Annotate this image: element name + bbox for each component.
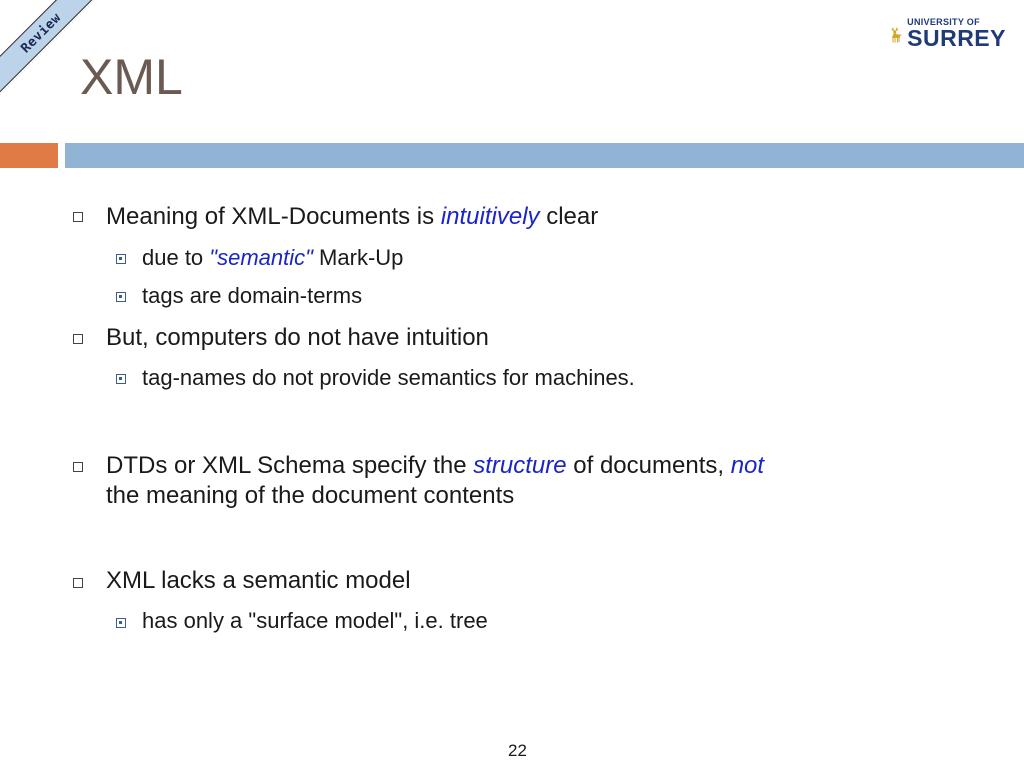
bullet-emphasis: not (730, 452, 765, 479)
sub-bullet-item (142, 607, 488, 635)
review-label: Review (18, 10, 64, 56)
stag-icon (888, 15, 903, 53)
bullet-text: Meaning of XML-Documents is (106, 203, 441, 230)
sub-bullet-text: has only a "surface model", i.e. tree (142, 608, 488, 633)
sub-bullet-text: Mark-Up (312, 245, 404, 270)
bullet-emphasis: intuitively (440, 203, 540, 230)
bullet-item (106, 323, 966, 353)
bullet-text: of documents, (566, 452, 731, 479)
bullet-item (106, 566, 966, 596)
sub-bullet-text: tags are domain-terms (142, 283, 363, 308)
slide-title: XML (80, 49, 183, 105)
bullet-text: But, computers do not have intuition (106, 324, 489, 351)
bullet-text: the meaning of the document contents (106, 482, 515, 509)
boxed-square-icon (116, 292, 126, 302)
bullet-text: DTDs or XML Schema specify the (106, 452, 474, 479)
logo-line-2: SURREY (907, 25, 1006, 51)
sub-bullet-emphasis: "semantic" (209, 245, 313, 270)
university-logo (888, 14, 1006, 54)
bullet-text: XML lacks a semantic model (106, 567, 411, 594)
bullet-emphasis: structure (473, 452, 567, 479)
boxed-square-icon (116, 374, 126, 384)
bullet-item (106, 451, 966, 511)
sub-bullet-item (142, 244, 403, 272)
hollow-square-icon (73, 212, 83, 222)
boxed-square-icon (116, 618, 126, 628)
hollow-square-icon (73, 334, 83, 344)
hollow-square-icon (73, 462, 83, 472)
sub-bullet-text: due to (142, 245, 210, 270)
sub-bullet-text: tag-names do not provide semantics for machines. (142, 365, 635, 390)
logo-line-1: UNIVERSITY OF (907, 17, 980, 27)
header-bar-orange (0, 143, 58, 168)
page-number: 22 (508, 741, 527, 760)
sub-bullet-item (142, 364, 635, 392)
boxed-square-icon (116, 254, 126, 264)
bullet-item (106, 202, 966, 232)
bullet-text: clear (539, 203, 599, 230)
hollow-square-icon (73, 578, 83, 588)
sub-bullet-item (142, 282, 362, 310)
logo-text (907, 18, 1006, 50)
header-bar-blue (65, 143, 1024, 168)
